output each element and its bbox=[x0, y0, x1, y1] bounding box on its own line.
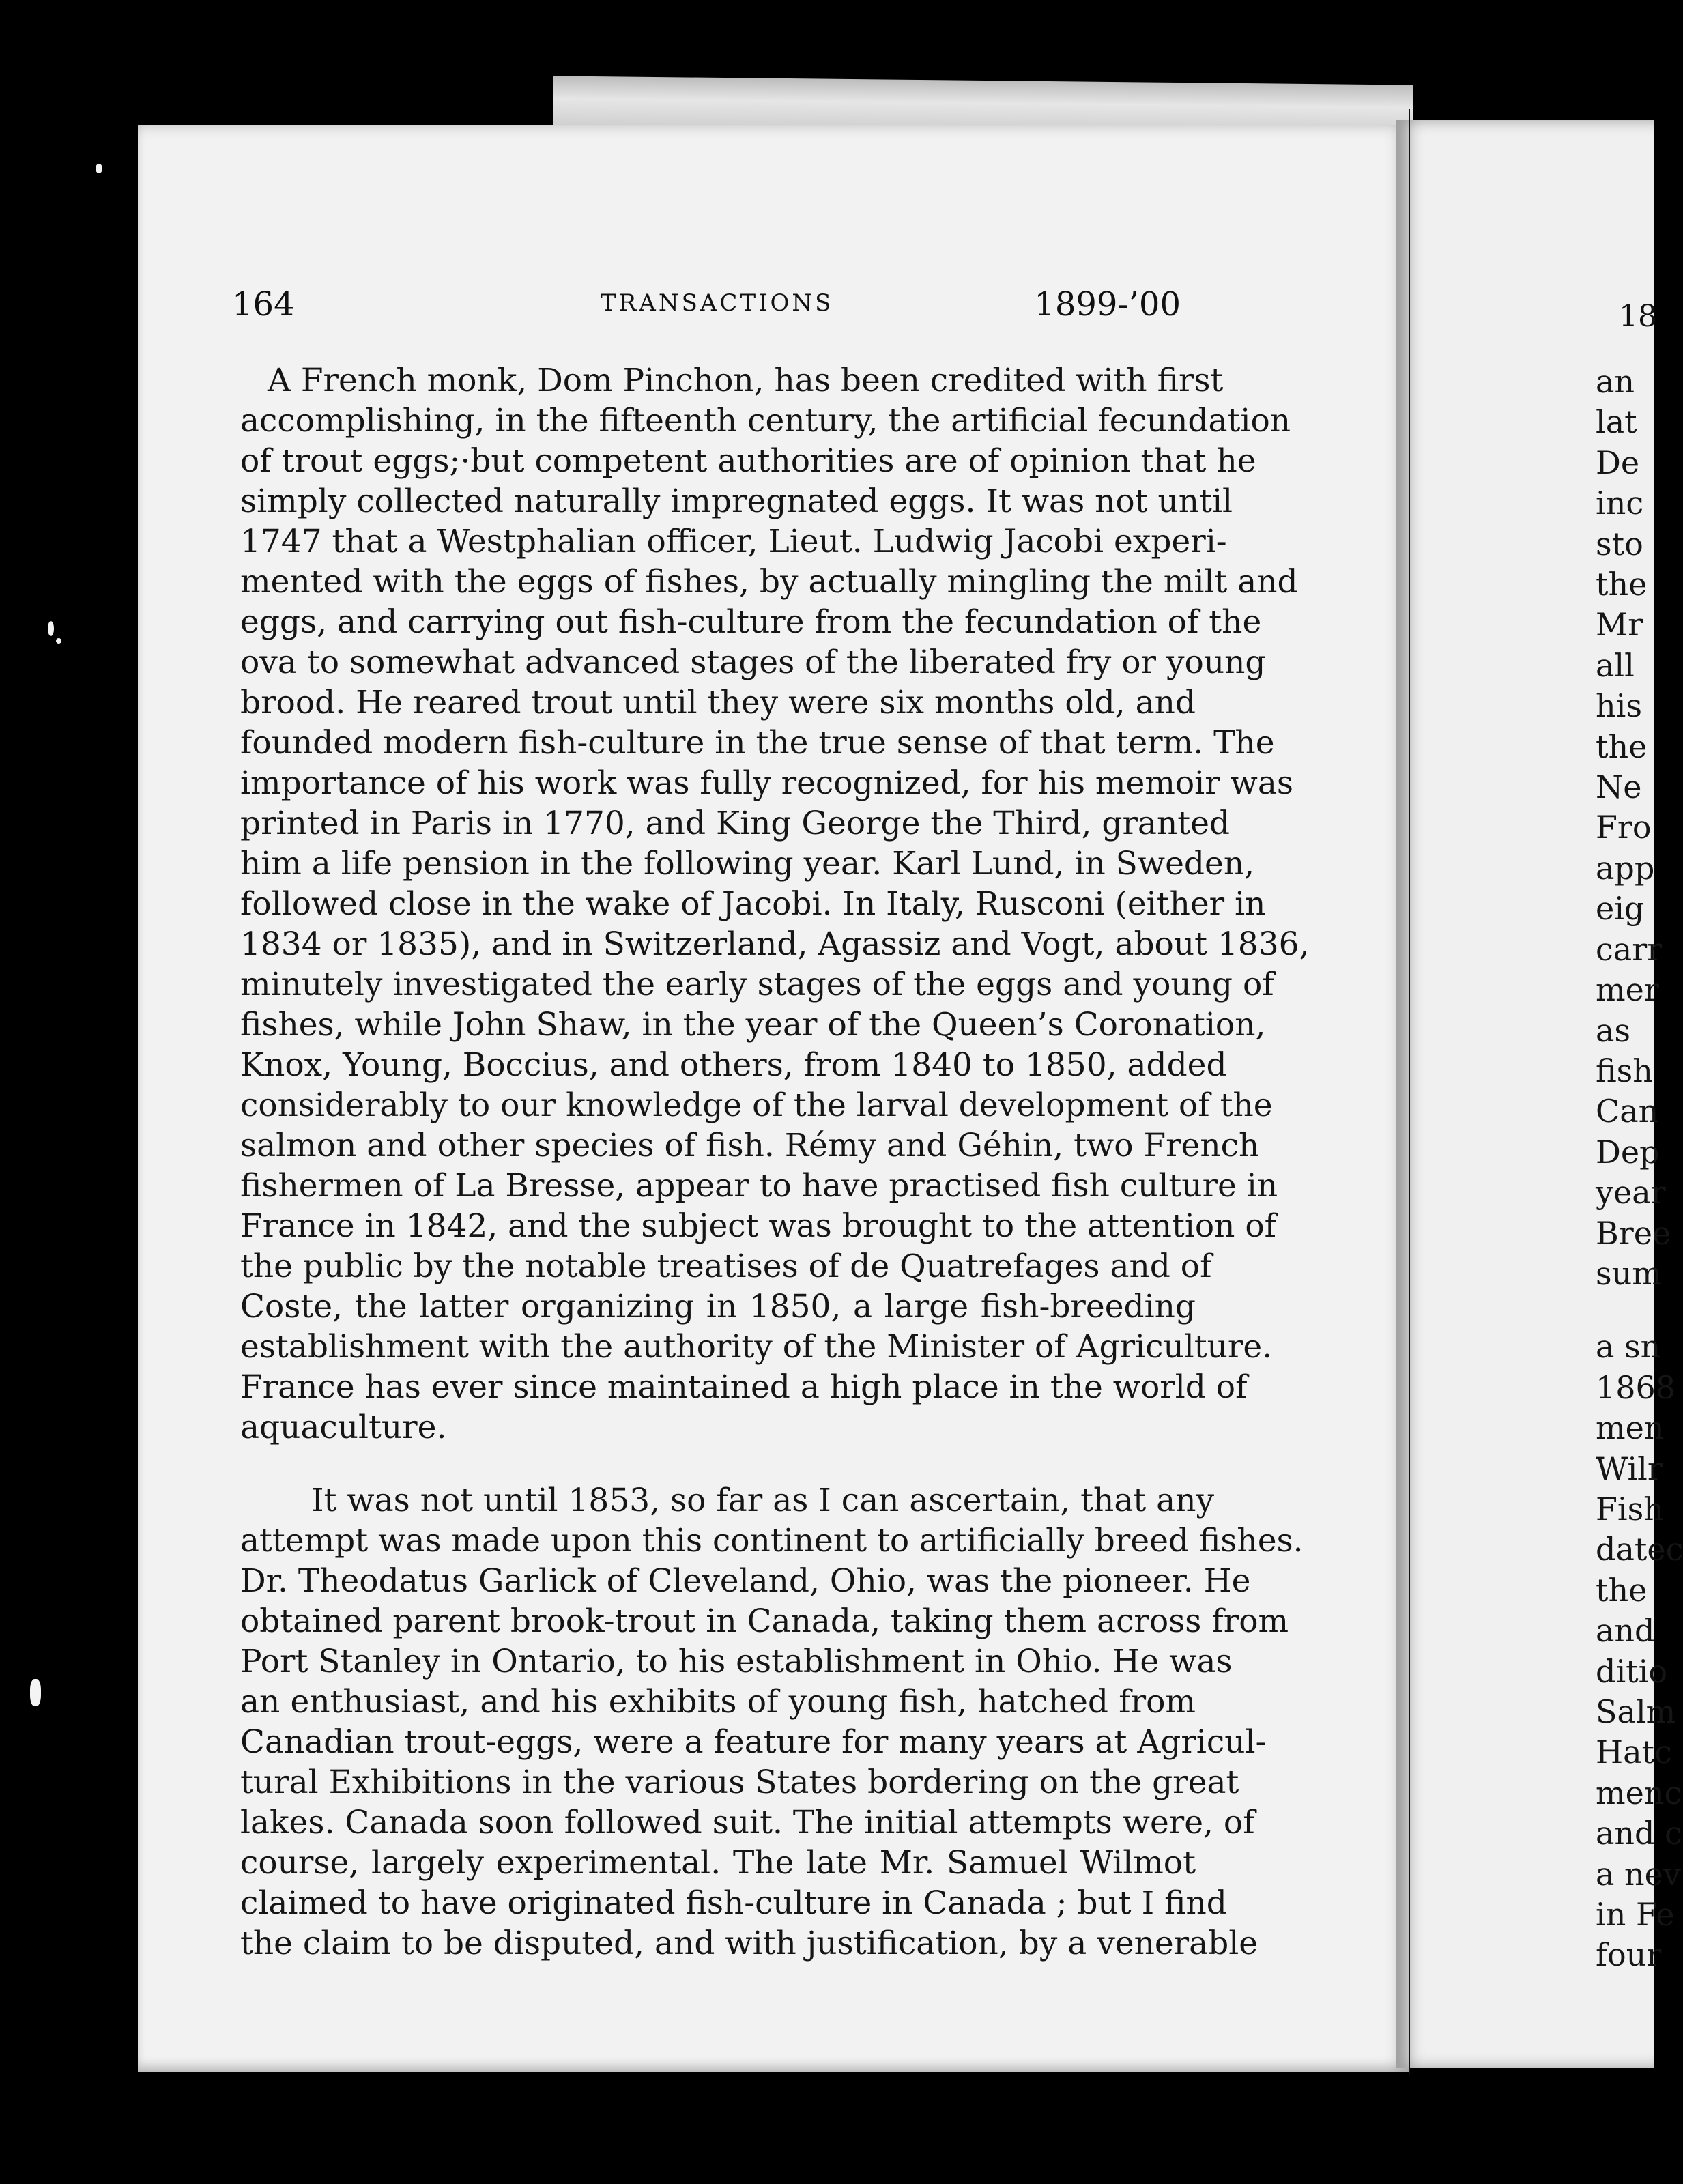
right-page-line-fragment: mer bbox=[1596, 971, 1659, 1009]
text-line: attempt was made upon this continent to artificially breed fishes. bbox=[240, 1522, 1304, 1560]
text-line: establishment with the authority of the Minister of Agriculture. bbox=[240, 1328, 1273, 1366]
text-line: Port Stanley in Ontario, to his establishment in Ohio. He was bbox=[240, 1643, 1233, 1680]
text-line: accomplishing, in the fifteenth century, the artificial fecundation bbox=[240, 402, 1291, 440]
right-page-line-fragment: app bbox=[1596, 849, 1655, 887]
text-line: Canadian trout-eggs, were a feature for many years at Agricul- bbox=[240, 1723, 1267, 1761]
right-page-line-fragment: sum bbox=[1596, 1254, 1662, 1292]
right-page-line-fragment: Wilr bbox=[1596, 1450, 1663, 1487]
page-number: 164 bbox=[232, 285, 295, 324]
dust-speck bbox=[48, 621, 54, 636]
text-line: minutely investigated the early stages of the eggs and young of bbox=[240, 966, 1274, 1003]
text-line: Dr. Theodatus Garlick of Cleveland, Ohio, was the pioneer. He bbox=[240, 1562, 1251, 1600]
right-page-text-fragments bbox=[1596, 362, 1683, 1976]
text-line: importance of his work was fully recognized, for his memoir was bbox=[240, 764, 1293, 802]
right-page-line-fragment: menc bbox=[1596, 1774, 1682, 1811]
right-page-line-fragment: Bree bbox=[1596, 1214, 1671, 1252]
right-page-line-fragment: Ne bbox=[1596, 768, 1642, 806]
running-head bbox=[232, 285, 1181, 333]
text-line: France in 1842, and the subject was brought to the attention of bbox=[240, 1207, 1277, 1245]
text-line: him a life pension in the following year. Karl Lund, in Sweden, bbox=[240, 845, 1255, 882]
paragraph-1 bbox=[240, 360, 1310, 1448]
text-line: Coste, the latter organizing in 1850, a large fish-breeding bbox=[240, 1288, 1196, 1325]
right-page-line-fragment: his bbox=[1596, 687, 1642, 725]
dust-speck bbox=[30, 1679, 41, 1706]
right-page-line-fragment: Fish bbox=[1596, 1490, 1664, 1527]
right-page-line-fragment: Fro bbox=[1596, 809, 1652, 846]
right-page-line-fragment: Can bbox=[1596, 1093, 1659, 1130]
text-line: obtained parent brook-trout in Canada, taking them across from bbox=[240, 1603, 1289, 1640]
text-line: fishes, while John Shaw, in the year of the Queen’s Coronation, bbox=[240, 1006, 1266, 1044]
right-page-line-fragment: and bbox=[1596, 1612, 1655, 1650]
text-line: considerably to our knowledge of the larval development of the bbox=[240, 1087, 1273, 1124]
text-line: eggs, and carrying out fish-culture from the fecundation of the bbox=[240, 603, 1262, 641]
running-year: 1899-’00 bbox=[1034, 285, 1181, 324]
body-text bbox=[240, 360, 1310, 1964]
right-page-line-fragment: all bbox=[1596, 646, 1635, 684]
right-page-line-fragment: Salm bbox=[1596, 1693, 1676, 1730]
text-line: the claim to be disputed, and with justification, by a venerable bbox=[240, 1925, 1258, 1962]
text-line: A French monk, Dom Pinchon, has been credited with first bbox=[268, 362, 1224, 399]
text-line: mented with the eggs of fishes, by actually mingling the milt and bbox=[240, 563, 1298, 601]
text-line: an enthusiast, and his exhibits of young fish, hatched from bbox=[240, 1683, 1196, 1721]
dust-speck bbox=[96, 164, 102, 173]
right-page-line-fragment: year bbox=[1596, 1174, 1666, 1211]
right-page-line-fragment: the bbox=[1596, 728, 1648, 765]
text-line: simply collected naturally impregnated eggs. It was not until bbox=[240, 483, 1233, 520]
right-page-line-fragment: and c bbox=[1596, 1815, 1682, 1852]
right-page-line-fragment: ditio bbox=[1596, 1652, 1668, 1690]
right-page-line-fragment: as bbox=[1596, 1011, 1631, 1049]
paragraph-2 bbox=[240, 1480, 1304, 1964]
right-page-line-fragment: Dep bbox=[1596, 1133, 1660, 1170]
text-line: the public by the notable treatises of de Quatrefages and of bbox=[240, 1248, 1212, 1285]
right-page-line-fragment: the bbox=[1596, 1571, 1648, 1609]
text-line: tural Exhibitions in the various States bordering on the great bbox=[240, 1764, 1239, 1801]
text-line: Knox, Young, Boccius, and others, from 1840 to 1850, added bbox=[240, 1046, 1227, 1084]
text-line: brood. He reared trout until they were six months old, and bbox=[240, 684, 1196, 721]
right-page-line-fragment: an bbox=[1596, 363, 1635, 400]
right-page-line-fragment: 1868 bbox=[1596, 1368, 1676, 1406]
right-page-line-fragment: fish bbox=[1596, 1052, 1653, 1089]
right-page-line-fragment: De bbox=[1596, 444, 1640, 481]
text-line: founded modern fish-culture in the true sense of that term. The bbox=[240, 724, 1275, 762]
right-page-line-fragment: a sn bbox=[1596, 1328, 1661, 1366]
right-page-line-fragment: Hatc bbox=[1596, 1734, 1672, 1771]
text-line: France has ever since maintained a high place in the world of bbox=[240, 1368, 1248, 1406]
right-page-line-fragment: the bbox=[1596, 566, 1648, 603]
text-line: ova to somewhat advanced stages of the liberated fry or young bbox=[240, 644, 1266, 681]
right-page-line-fragment: lat bbox=[1596, 403, 1637, 441]
text-line: 1834 or 1835), and in Switzerland, Agassiz and Vogt, about 1836, bbox=[240, 925, 1310, 963]
running-title: TRANSACTIONS bbox=[601, 289, 834, 317]
dust-speck bbox=[56, 638, 61, 644]
right-page-line-fragment: datec bbox=[1596, 1531, 1683, 1568]
text-line: salmon and other species of fish. Rémy and Géhin, two French bbox=[240, 1127, 1260, 1164]
right-page-line-fragment: in Fe bbox=[1596, 1896, 1675, 1934]
text-line: fishermen of La Bresse, appear to have practised fish culture in bbox=[240, 1167, 1278, 1205]
text-line: printed in Paris in 1770, and King George the Third, granted bbox=[240, 805, 1231, 842]
text-line: of trout eggs;·but competent authorities are of opinion that he bbox=[240, 442, 1256, 480]
text-line: followed close in the wake of Jacobi. In Italy, Rusconi (either in bbox=[240, 885, 1266, 923]
text-line: 1747 that a Westphalian officer, Lieut. Ludwig Jacobi experi- bbox=[240, 523, 1227, 560]
right-page-line-fragment: four bbox=[1596, 1936, 1662, 1974]
text-line: aquaculture. bbox=[240, 1409, 447, 1446]
right-page-line-fragment: sto bbox=[1596, 525, 1643, 562]
text-line: course, largely experimental. The late Mr. Samuel Wilmot bbox=[240, 1844, 1196, 1882]
right-page-line-fragment: eig bbox=[1596, 890, 1645, 928]
right-page-line-fragment: inc bbox=[1596, 485, 1644, 522]
right-page-line-fragment: carr bbox=[1596, 930, 1663, 968]
right-page-line-fragment: Mr bbox=[1596, 606, 1643, 644]
text-line: claimed to have originated fish-culture in Canada ; but I find bbox=[240, 1884, 1227, 1922]
text-line: It was not until 1853, so far as I can ascertain, that any bbox=[311, 1482, 1215, 1519]
right-page-number-fragment: 18 bbox=[1619, 299, 1657, 334]
right-page-line-fragment: men bbox=[1596, 1409, 1665, 1447]
page-gutter bbox=[1409, 109, 1410, 2075]
right-page-line-fragment: a nev bbox=[1596, 1855, 1681, 1893]
text-line: lakes. Canada soon followed suit. The initial attempts were, of bbox=[240, 1804, 1255, 1841]
